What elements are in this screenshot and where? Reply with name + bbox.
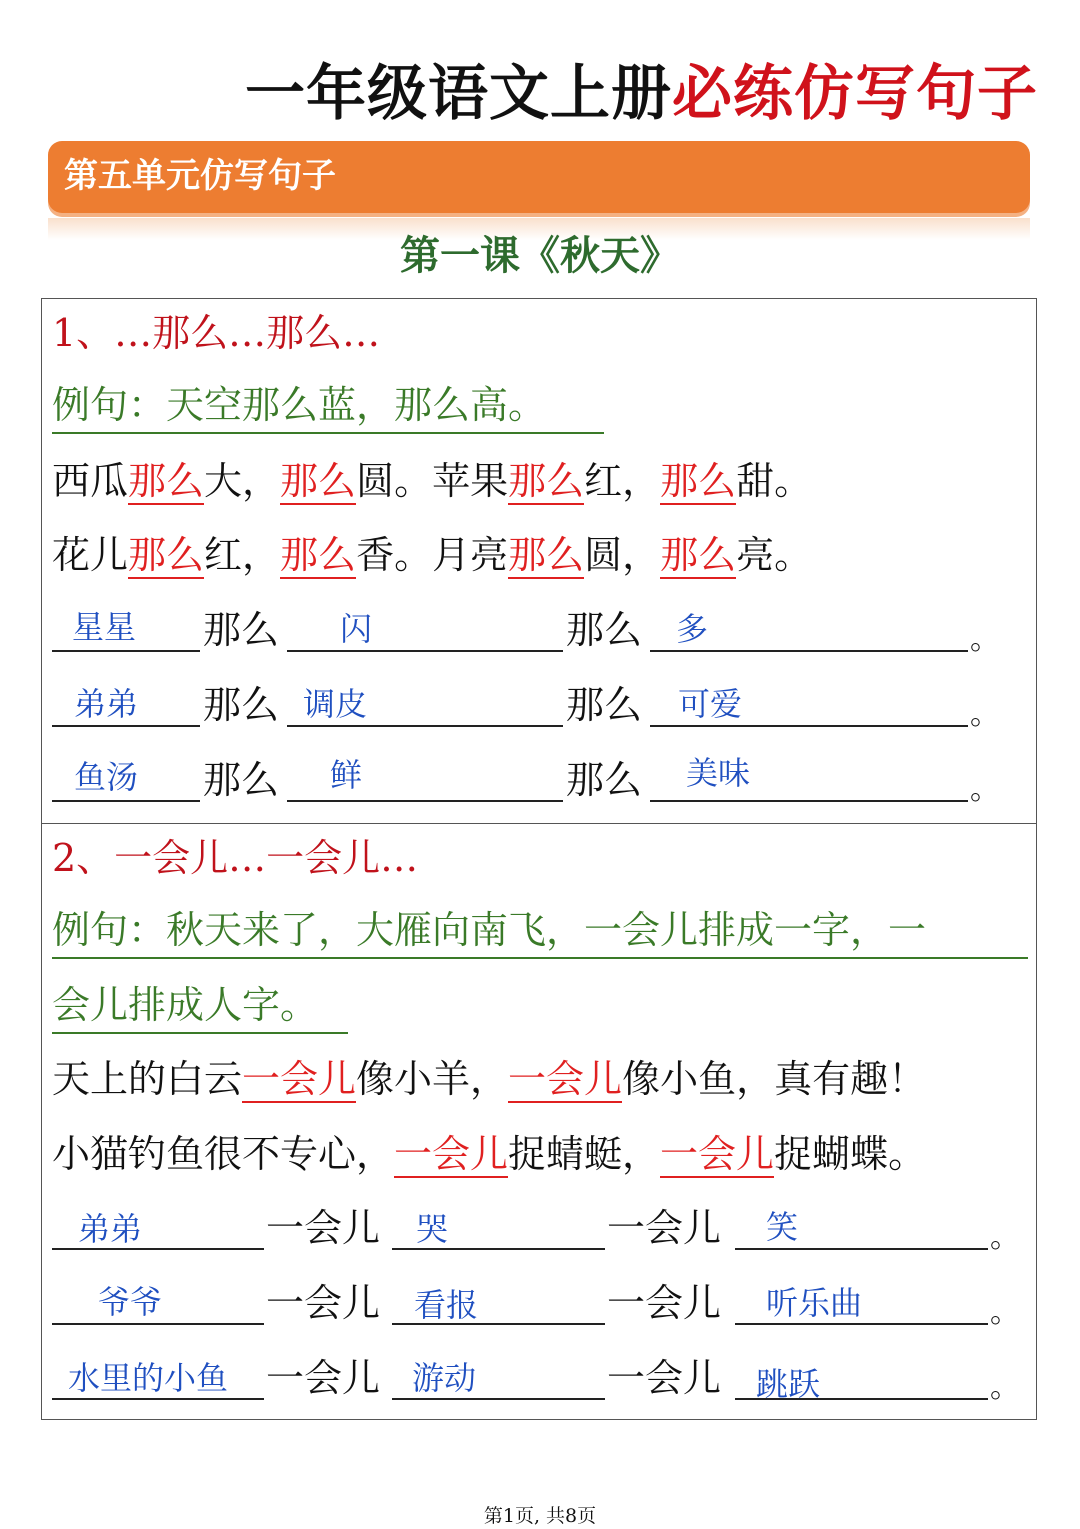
connector-text: 那么 <box>566 683 643 727</box>
connector-text: 那么 <box>203 758 280 802</box>
answer-first: 游动 <box>412 1359 477 1397</box>
keyword: 那么 <box>128 459 205 503</box>
section1-example: 例句：天空那么蓝，那么高。 <box>52 380 604 434</box>
answer-first: 鲜 <box>330 756 363 794</box>
section1-heading: 1、…那么…那么… <box>52 311 381 355</box>
sentence-text: 甜。 <box>736 459 813 503</box>
keyword: 那么 <box>128 533 205 577</box>
sentence-text: 亮。 <box>736 533 813 577</box>
keyword: 那么 <box>508 533 585 577</box>
period-mark: 。 <box>990 1220 1020 1255</box>
sentence-text: 红， <box>204 533 281 577</box>
blank-line <box>287 800 563 802</box>
page-footer: 第1页, 共8页 <box>483 1505 597 1527</box>
answer-second: 可爱 <box>678 685 743 723</box>
unit-title: 第五单元仿写句子 <box>64 156 336 196</box>
answer-subject: 爷爷 <box>98 1283 163 1321</box>
answer-second: 多 <box>676 610 709 648</box>
keyword: 一会儿 <box>660 1132 775 1176</box>
answer-first: 闪 <box>340 610 373 648</box>
blank-line <box>735 1248 988 1250</box>
sentence-text: 天上的白云 <box>52 1057 243 1101</box>
connector-text: 一会儿 <box>607 1206 722 1250</box>
section2-example-line1: 例句：秋天来了，大雁向南飞，一会儿排成一字，一 <box>52 905 1028 959</box>
blank-line <box>287 725 563 727</box>
sentence-text: 捉蝴蝶。 <box>774 1132 927 1176</box>
section1-sentence-2 <box>52 530 812 580</box>
blank-line <box>52 1323 264 1325</box>
period-mark: 。 <box>970 622 1000 657</box>
blank-line <box>392 1398 605 1400</box>
sentence-text: 西瓜 <box>52 459 129 503</box>
title-part2: 必练仿写句子 <box>672 59 1038 129</box>
section2-heading: 2、一会儿…一会儿… <box>52 836 419 880</box>
blank-line <box>735 1323 988 1325</box>
connector-text: 一会儿 <box>607 1356 722 1400</box>
answer-subject: 鱼汤 <box>74 758 139 796</box>
sentence-text: 大， <box>204 459 281 503</box>
page-title <box>245 52 1038 136</box>
sentence-text: 香。月亮 <box>356 533 509 577</box>
blank-line <box>52 1398 264 1400</box>
blank-line <box>52 800 200 802</box>
section2-example-line2: 会儿排成人字。 <box>52 980 348 1034</box>
sentence-text: 捉蜻蜓， <box>508 1132 661 1176</box>
section-divider <box>41 823 1037 824</box>
connector-text: 那么 <box>203 683 280 727</box>
connector-text: 一会儿 <box>266 1281 381 1325</box>
sentence-text: 像小羊， <box>356 1057 509 1101</box>
keyword: 那么 <box>280 533 357 577</box>
answer-subject: 水里的小鱼 <box>68 1359 229 1397</box>
answer-first: 调皮 <box>303 685 368 723</box>
sentence-text: 像小鱼，真有趣！ <box>622 1057 927 1101</box>
connector-text: 一会儿 <box>266 1356 381 1400</box>
period-mark: 。 <box>990 1370 1020 1405</box>
sentence-text: 花儿 <box>52 533 129 577</box>
section1-sentence-1 <box>52 456 812 506</box>
answer-subject: 弟弟 <box>74 685 139 723</box>
blank-line <box>52 650 200 652</box>
answer-subject: 星星 <box>72 608 137 646</box>
keyword: 一会儿 <box>508 1057 623 1101</box>
answer-first: 哭 <box>416 1210 449 1248</box>
sentence-text: 红， <box>584 459 661 503</box>
blank-line <box>650 650 968 652</box>
blank-line <box>287 650 563 652</box>
keyword: 一会儿 <box>394 1132 509 1176</box>
keyword: 那么 <box>660 459 737 503</box>
connector-text: 一会儿 <box>266 1206 381 1250</box>
answer-subject: 弟弟 <box>78 1210 143 1248</box>
keyword: 那么 <box>660 533 737 577</box>
answer-second: 听乐曲 <box>766 1284 863 1322</box>
section2-sentence-2 <box>52 1129 926 1179</box>
blank-line <box>650 725 968 727</box>
title-part1: 一年级语文上册 <box>245 59 672 129</box>
lesson-title: 第一课《秋天》 <box>400 232 680 279</box>
period-mark: 。 <box>970 772 1000 807</box>
answer-second: 跳跃 <box>756 1365 821 1403</box>
sentence-text: 小猫钓鱼很不专心， <box>52 1132 395 1176</box>
sentence-text: 圆。苹果 <box>356 459 509 503</box>
answer-first: 看报 <box>414 1286 479 1324</box>
connector-text: 那么 <box>566 608 643 652</box>
blank-line <box>650 800 968 802</box>
answer-second: 美味 <box>686 754 751 792</box>
connector-text: 那么 <box>566 758 643 802</box>
period-mark: 。 <box>990 1295 1020 1330</box>
answer-second: 笑 <box>766 1208 799 1246</box>
section2-sentence-1 <box>52 1054 926 1104</box>
connector-text: 一会儿 <box>607 1281 722 1325</box>
blank-line <box>52 725 200 727</box>
keyword: 那么 <box>280 459 357 503</box>
sentence-text: 圆， <box>584 533 661 577</box>
keyword: 那么 <box>508 459 585 503</box>
connector-text: 那么 <box>203 608 280 652</box>
keyword: 一会儿 <box>242 1057 357 1101</box>
period-mark: 。 <box>970 697 1000 732</box>
